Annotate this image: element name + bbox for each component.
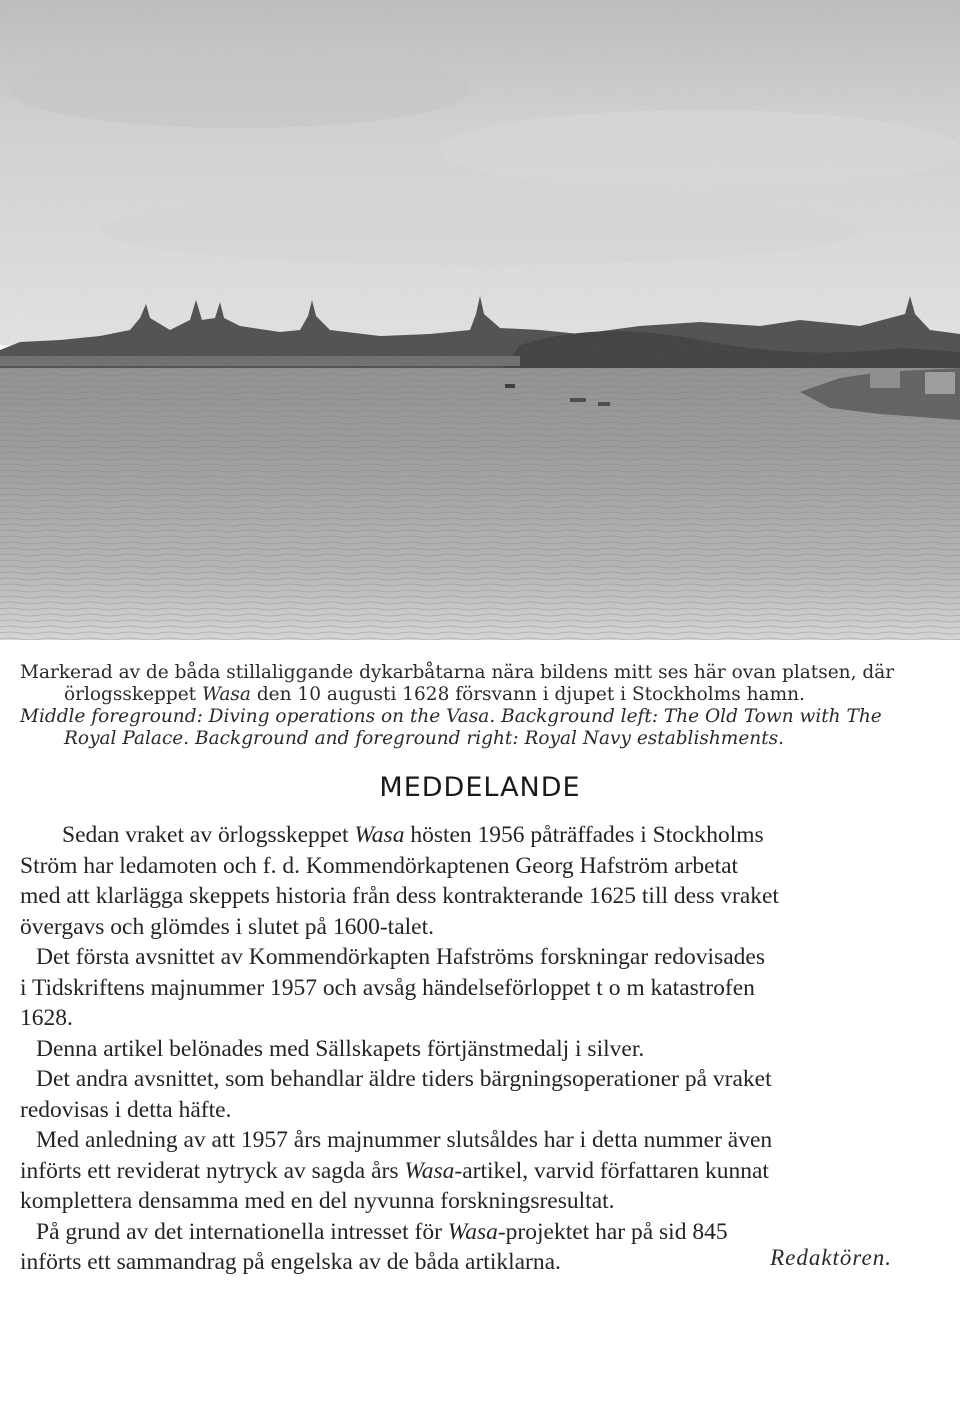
ship-name: Wasa xyxy=(354,822,405,848)
body-line: Sedan vraket av örlogsskeppet Wasa hösten 1956 påträffades i Stockholms xyxy=(62,822,764,848)
harbour-photo xyxy=(0,0,960,640)
body-line: 1628. xyxy=(20,1005,73,1031)
body-line: komplettera densamma med en del nyvunna forskningsresultat. xyxy=(20,1188,615,1214)
body-line: Det första avsnittet av Kommendörkapten Hafströms forskningar redovisades xyxy=(36,944,765,970)
editor-signature: Redaktören. xyxy=(770,1245,892,1270)
section-heading: MEDDELANDE xyxy=(379,772,581,803)
ship-name: Wasa xyxy=(447,1218,498,1245)
caption-swedish-line-2: örlogsskeppet Wasa den 10 augusti 1628 försvann i djupet i Stockholms hamn. xyxy=(64,684,805,705)
body-line: med att klarlägga skeppets historia från dess kontrakterande 1625 till dess vraket xyxy=(20,883,779,909)
harbour-photo-image xyxy=(0,0,960,640)
body-line: införts ett reviderat nytryck av sagda års Wasa-artikel, varvid författaren kunnat xyxy=(20,1157,769,1184)
announcement-body xyxy=(20,820,940,1278)
body-line: Med anledning av att 1957 års majnummer slutsåldes har i detta nummer även xyxy=(36,1127,773,1153)
caption-english-line-2: Royal Palace. Background and foreground right: Royal Navy establishments. xyxy=(64,728,785,749)
body-line: införts ett sammandrag på engelska av de båda artiklarna. xyxy=(20,1249,561,1275)
body-line: Ström har ledamoten och f. d. Kommendörkaptenen Georg Hafström arbetat xyxy=(20,852,739,879)
body-line: Denna artikel belönades med Sällskapets förtjänstmedalj i silver. xyxy=(36,1035,645,1062)
caption-english-line-1: Middle foreground: Diving operations on the Vasa. Background left: The Old Town with The xyxy=(20,706,882,727)
ship-name: Wasa xyxy=(404,1157,455,1184)
ship-name: Wasa xyxy=(201,684,251,705)
body-line: i Tidskriftens majnummer 1957 och avsåg händelseförloppet t o m katastrofen xyxy=(20,974,755,1001)
body-line: redovisas i detta häfte. xyxy=(20,1096,232,1123)
body-line: övergavs och glömdes i slutet på 1600-talet. xyxy=(20,913,434,940)
caption-swedish-line-1: Markerad av de båda stillaliggande dykarbåtarna nära bildens mitt ses här ovan platsen, där xyxy=(20,662,895,683)
photo-caption xyxy=(20,662,940,750)
body-line: På grund av det internationella intresset för Wasa-projektet har på sid 845 xyxy=(36,1218,728,1245)
body-line: Det andra avsnittet, som behandlar äldre tiders bärgningsoperationer på vraket xyxy=(36,1066,772,1092)
